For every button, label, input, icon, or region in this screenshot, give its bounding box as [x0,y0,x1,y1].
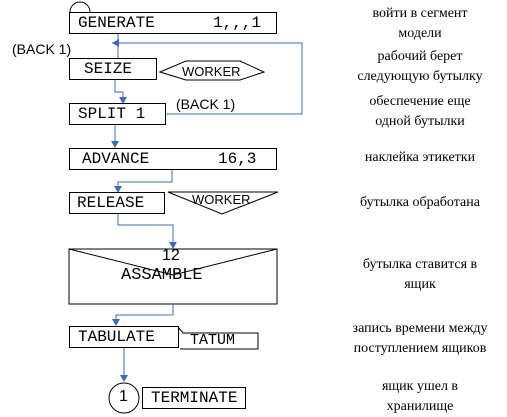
split-block[interactable] [69,103,166,125]
terminate-label: TERMINATE [151,389,238,407]
advance-block[interactable] [69,148,277,170]
connector-advance-release [118,170,172,192]
note-split: обеспечение еще одной бутылки [369,94,471,129]
note-advance: наклейка этикетки [364,150,476,165]
assemble-label[interactable]: ASSAMBLE [121,266,203,285]
terminate-block[interactable] [142,387,246,409]
release-label: RELEASE [77,194,145,212]
connector-release-assemble [118,214,173,248]
arrowhead-tabulate-terminate [120,375,128,382]
advance-label: ADVANCE [82,150,150,168]
split-branch-label: (BACK 1) [176,96,236,112]
arrowhead-back-loop [112,39,119,47]
note-assemble: бутылка ставится в ящик [362,257,478,292]
connector-assemble-tabulate [116,304,173,325]
seize-block[interactable] [69,58,157,80]
generate-args: 1,,,1 [213,14,262,32]
generate-block[interactable] [69,12,277,34]
tabulate-label: TABULATE [78,328,155,346]
terminate-count: 1 [119,388,128,405]
arrowhead-assemble-tabulate [112,319,120,326]
generate-label: GENERATE [78,14,155,32]
assemble-count: 12 [162,247,180,264]
generate-loop-arc [70,2,90,12]
note-generate: войти в сегмент модели [372,6,468,41]
back-label-left: (BACK 1) [12,41,72,57]
advance-args: 16,3 [218,150,257,168]
tabulate-table-label: TATUM [190,332,236,349]
tabulate-block[interactable] [69,326,179,348]
note-seize: рабочий берет следующую бутылку [357,49,483,84]
note-release: бутылка обработана [360,195,480,210]
split-label: SPLIT 1 [78,105,146,123]
release-resource-label: WORKER [192,192,251,207]
arrowhead-split-advance [111,141,119,148]
note-tabulate: запись времени между поступлением ящиков [352,321,488,356]
seize-label: SEIZE [84,60,133,78]
note-terminate: ящик ушел в хранилище [381,379,459,414]
seize-resource-label: WORKER [182,64,241,79]
release-block[interactable] [69,192,165,214]
